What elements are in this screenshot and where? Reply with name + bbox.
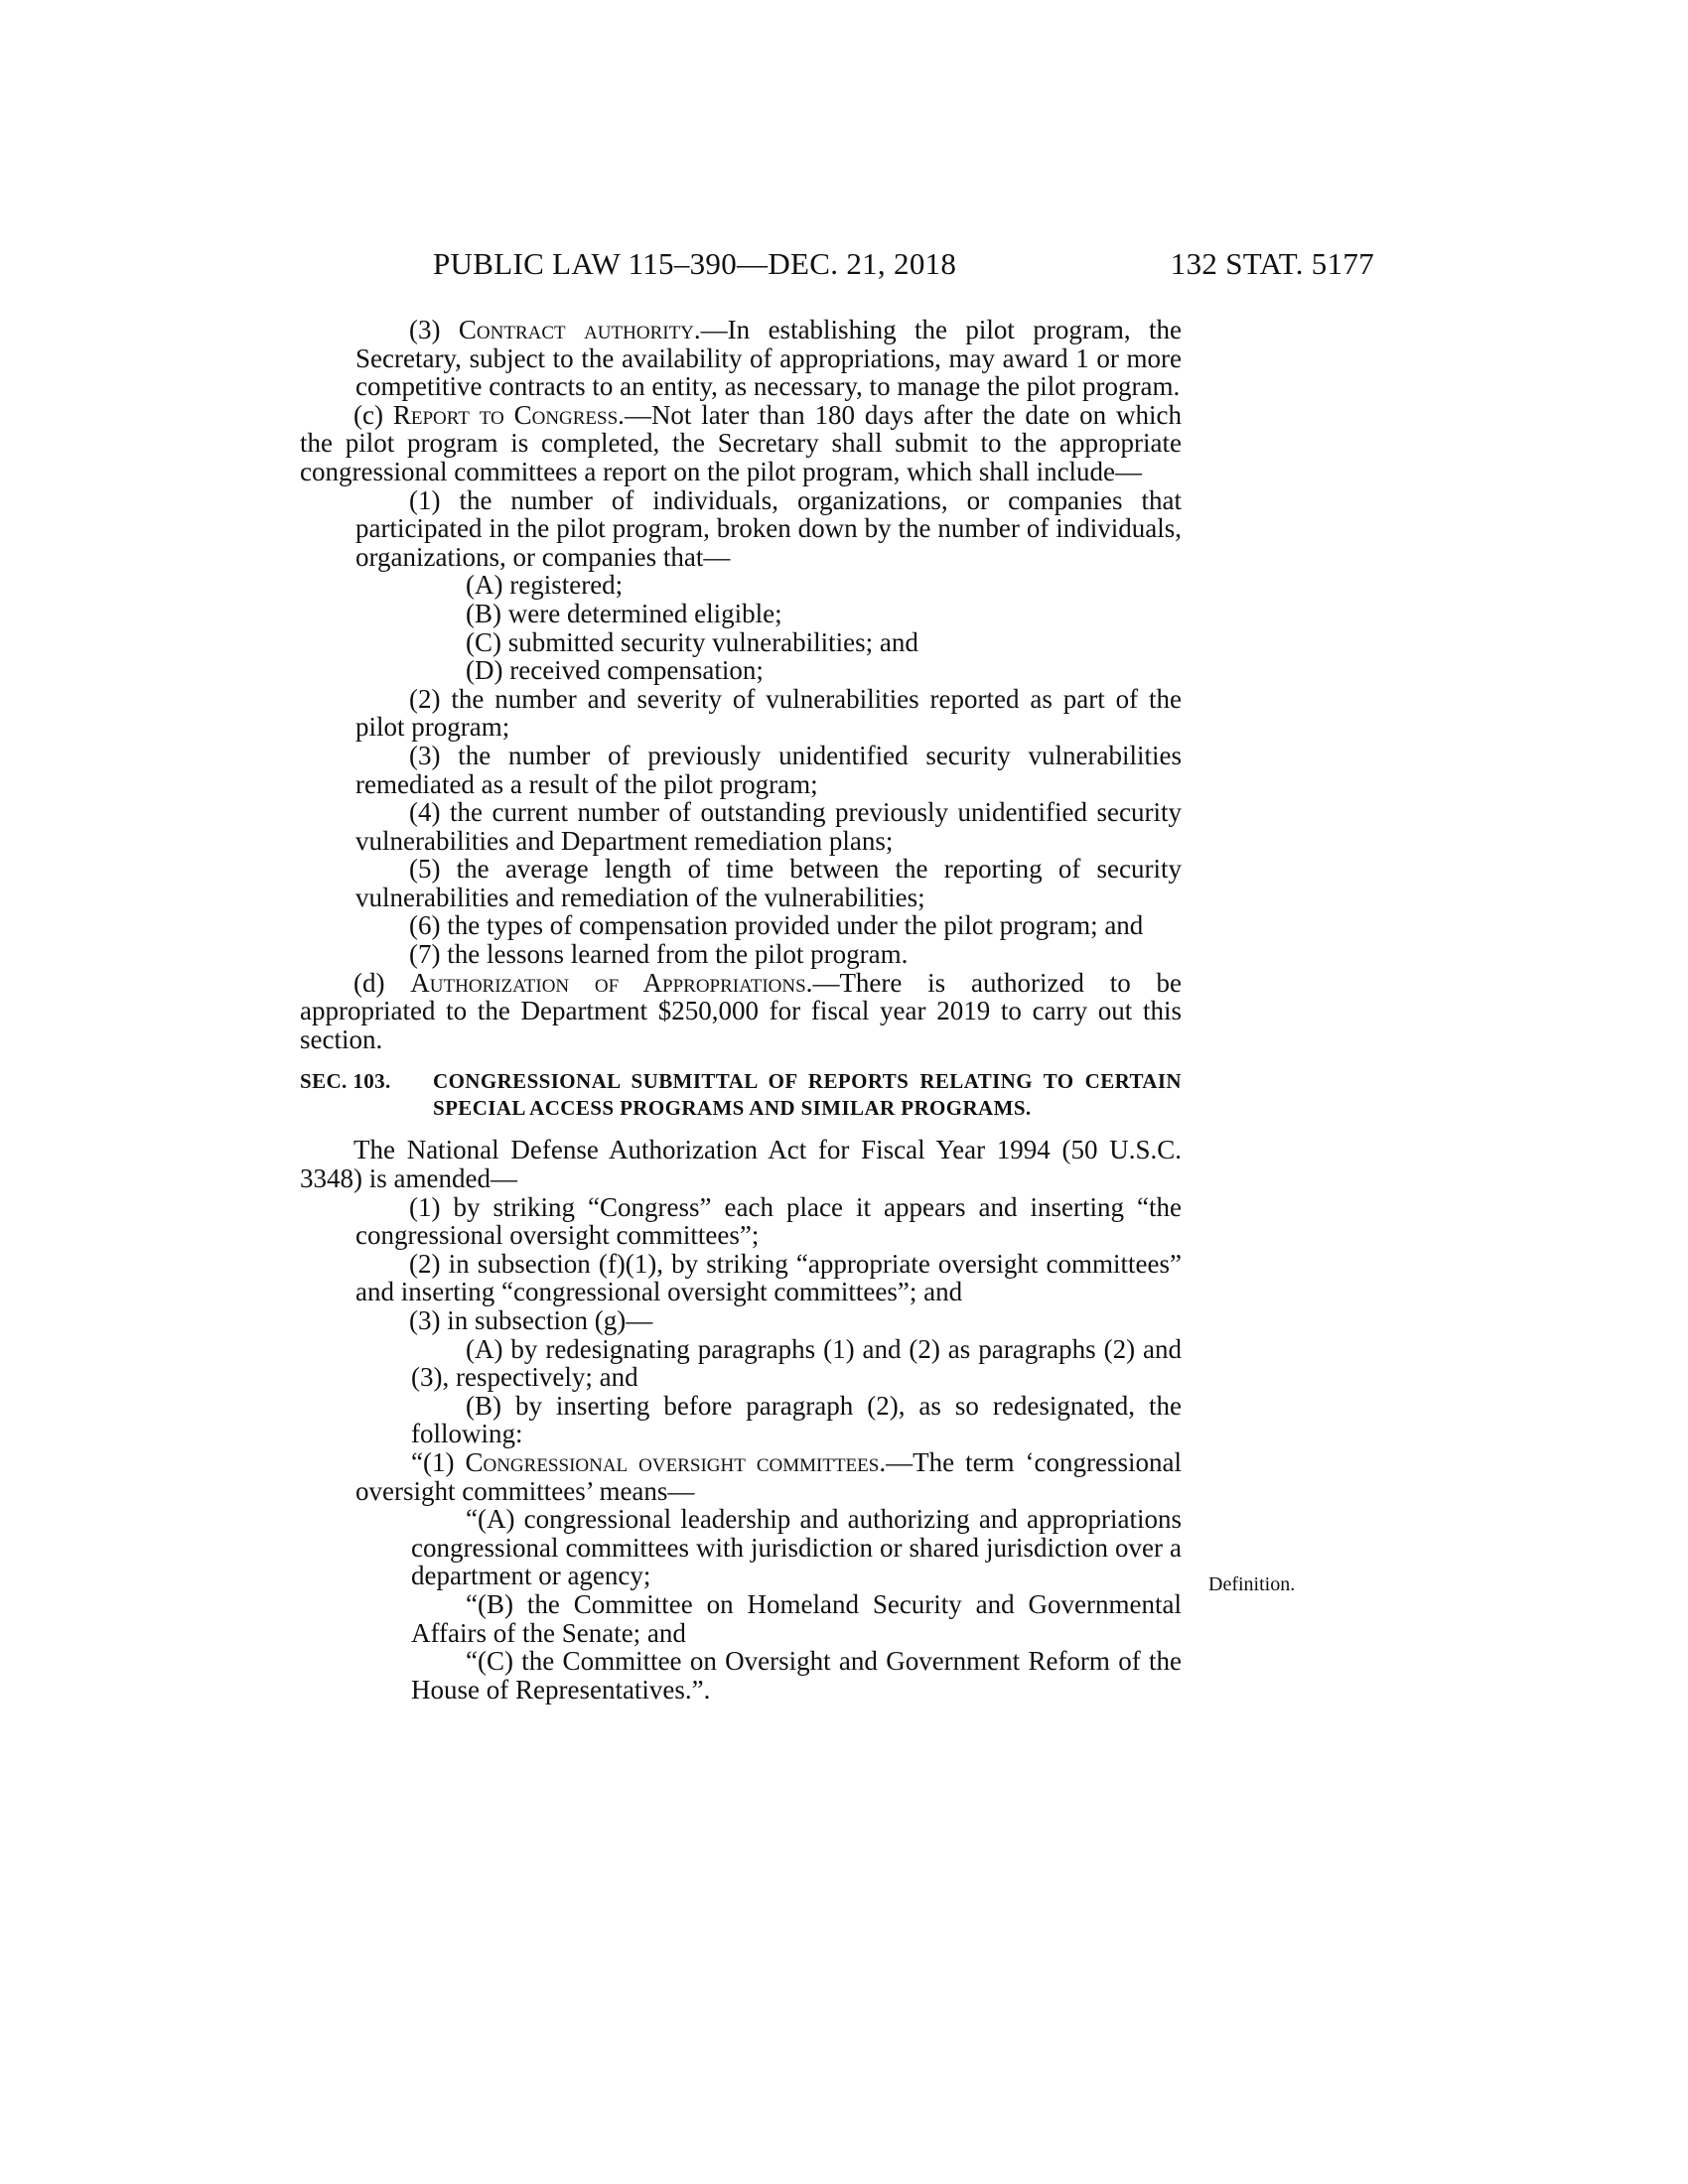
paragraph-quoted-C: “(C) the Committee on Oversight and Government Reform of the House of Representatives.”. — [411, 1646, 1182, 1705]
paragraph-c1A: (A) registered; — [466, 570, 624, 601]
paragraph-c5: (5) the average length of time between the reporting of security vulnerabilities and remediation of the vulnerabilities; — [355, 854, 1182, 912]
paragraph-c: (c) Report to Congress.—Not later than 180 days after the date on which the pilot program is completed, the Secretary shall submit to the appropriate congressional committees a report on the pilot program, which shall include— — [300, 399, 1183, 486]
paragraph-quoted-1: “(1) Congressional oversight committees.—The term ‘congressional oversight committees’ means— — [355, 1446, 1183, 1506]
paragraph-quoted-A: “(A) congressional leadership and authorizing and appropriations congressional committees with jurisdiction or shared jurisdiction over a department or agency; — [411, 1504, 1182, 1591]
heading-authorization-of-appropriations: Authorization of Appropriations. — [410, 967, 813, 998]
statute-reference: 132 STAT. 5177 — [1170, 246, 1374, 281]
running-head: PUBLIC LAW 115–390—DEC. 21, 2018 — [433, 246, 957, 281]
paragraph-a1: (1) by striking “Congress” each place it appears and inserting “the congressional oversight committees”; — [355, 1191, 1182, 1251]
heading-contract-authority: Contract authority. — [458, 315, 701, 344]
paragraph-a3B: (B) by inserting before paragraph (2), as so redesignated, the following: — [411, 1390, 1182, 1449]
paragraph-a3A: (A) by redesignating paragraphs (1) and (2) as paragraphs (2) and (3), respectively; and — [411, 1333, 1182, 1393]
paragraph-c2: (2) the number and severity of vulnerabilities reported as part of the pilot program; — [355, 683, 1182, 743]
section-title: CONGRESSIONAL SUBMITTAL OF REPORTS RELATING TO CERTAIN SPECIAL ACCESS PROGRAMS AND SIMILAR PROGRAMS. — [433, 1069, 1182, 1120]
paragraph-c1: (1) the number of individuals, organizations, or companies that participated in the pilot program, broken down by the number of individuals, organizations, or companies that— — [355, 484, 1182, 572]
paragraph-c3: (3) the number of previously unidentified security vulnerabilities remediated as a result of the pilot program; — [355, 740, 1182, 799]
paragraph-b3: (3) Contract authority.—In establishing the pilot program, the Secretary, subject to the availability of appropriations, may award 1 or more competitive contracts to an entity, as necessary, to manage the pilot program. — [355, 315, 1182, 402]
paragraph-a2: (2) in subsection (f)(1), by striking “appropriate oversight committees” and inserting “congressional oversight committees”; and — [355, 1248, 1182, 1307]
paragraph-intro: The National Defense Authorization Act for Fiscal Year 1994 (50 U.S.C. 3348) is amended— — [300, 1135, 1182, 1194]
paragraph-a3: (3) in subsection (g)— — [409, 1305, 653, 1335]
heading-report-to-congress: Report to Congress. — [392, 399, 625, 430]
section-heading — [300, 1068, 1182, 1121]
heading-congressional-oversight-committees: Congressional oversight committees. — [465, 1446, 887, 1477]
paragraph-c4: (4) the current number of outstanding previously unidentified security vulnerabilities and Department remediation plans; — [355, 797, 1182, 856]
paragraph-d: (d) Authorization of Appropriations.—There is authorized to be appropriated to the Department $250,000 for fiscal year 2019 to carry out this section. — [300, 967, 1182, 1054]
paragraph-c6: (6) the types of compensation provided under the pilot program; and — [409, 910, 1144, 941]
paragraph-c1D: (D) received compensation; — [466, 655, 764, 686]
paragraph-c1B: (B) were determined eligible; — [466, 598, 782, 628]
paragraph-c1C: (C) submitted security vulnerabilities; and — [466, 626, 918, 657]
paragraph-c7: (7) the lessons learned from the pilot program. — [409, 939, 909, 970]
page-header — [433, 246, 1374, 286]
paragraph-quoted-B: “(B) the Committee on Homeland Security and Governmental Affairs of the Senate; and — [411, 1588, 1182, 1648]
section-number: SEC. 103. — [300, 1069, 391, 1094]
document-body — [300, 316, 1182, 1704]
margin-note-definition: Definition. — [1208, 1573, 1296, 1595]
